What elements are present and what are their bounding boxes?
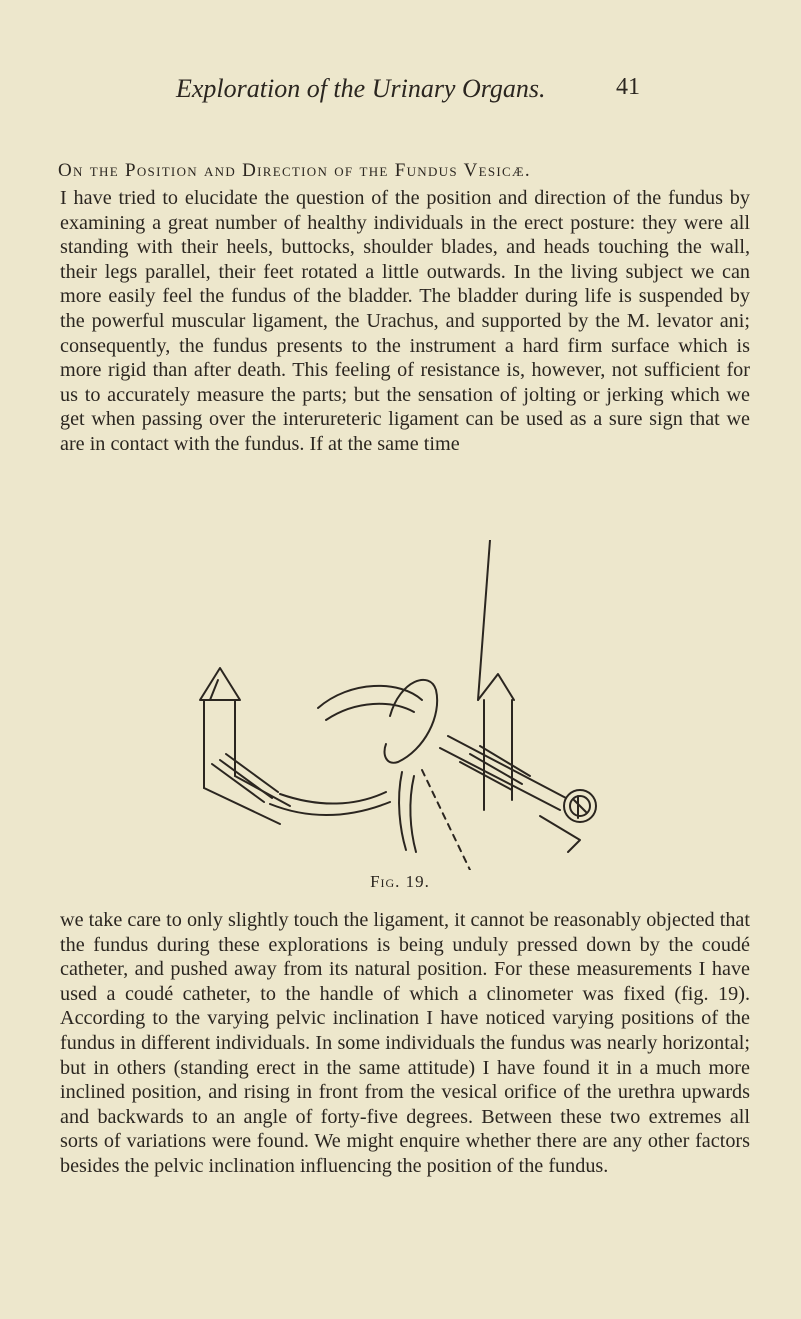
dashed-axis [422,770,470,870]
figure-caption: Fig. 19. [370,872,430,891]
running-title: Exploration of the Urinary Organs. [176,74,546,103]
section-title: On the Position and Direction of the Fundus Vesicæ. [58,160,531,181]
left-pointer [200,668,240,700]
running-header [170,74,640,114]
page-number: 41 [616,74,640,100]
paragraph-2: we take care to only slightly touch the ligament, it cannot be reasonably objected that the fundus during these explorations is being unduly pressed down by the coudé catheter, and pushed away from its natural position. For these measurements I have used a coudé catheter, to the handle of which a clinometer was fixed (fig. 19). According to the varying pelvic inclination I have noticed varying positions of the fundus in different individuals. In some individuals the fundus was nearly horizontal; but in others (standing erect in the same attitude) I have found it in a much more inclined position, and rising in front from the vesical orifice of the urethra upwards and backwards to an angle of forty-five degrees. Between these two extremes all sorts of variations were found. We might enquire whether there are any other factors besides the pelvic inclination influencing the position of the fundus. [60,909,750,1177]
catheter-clinometer-figure [160,540,610,870]
paragraph-1: I have tried to elucidate the question of the position and direction of the fundus by examining a great number of healthy individuals in the erect posture: they were all standing with their heels, buttocks, shoulder blades, and heads touching the wall, their legs parallel, their feet rotated a little outwards. In the living subject we can more easily feel the fundus of the bladder. The bladder during life is suspended by the powerful muscular ligament, the Urachus, and supported by the M. levator ani; consequently, the fundus presents to the instrument a hard firm surface which is more rigid than after death. This feeling of resistance is, however, not sufficient for us to accurately measure the parts; but the sensation of jolting or jerking which we get when passing over the interureteric ligament can be used as a sure sign that we are in contact with the fundus. If at the same time [60,187,750,455]
hatch-lines [212,754,278,802]
catheter-illustration [160,540,610,870]
